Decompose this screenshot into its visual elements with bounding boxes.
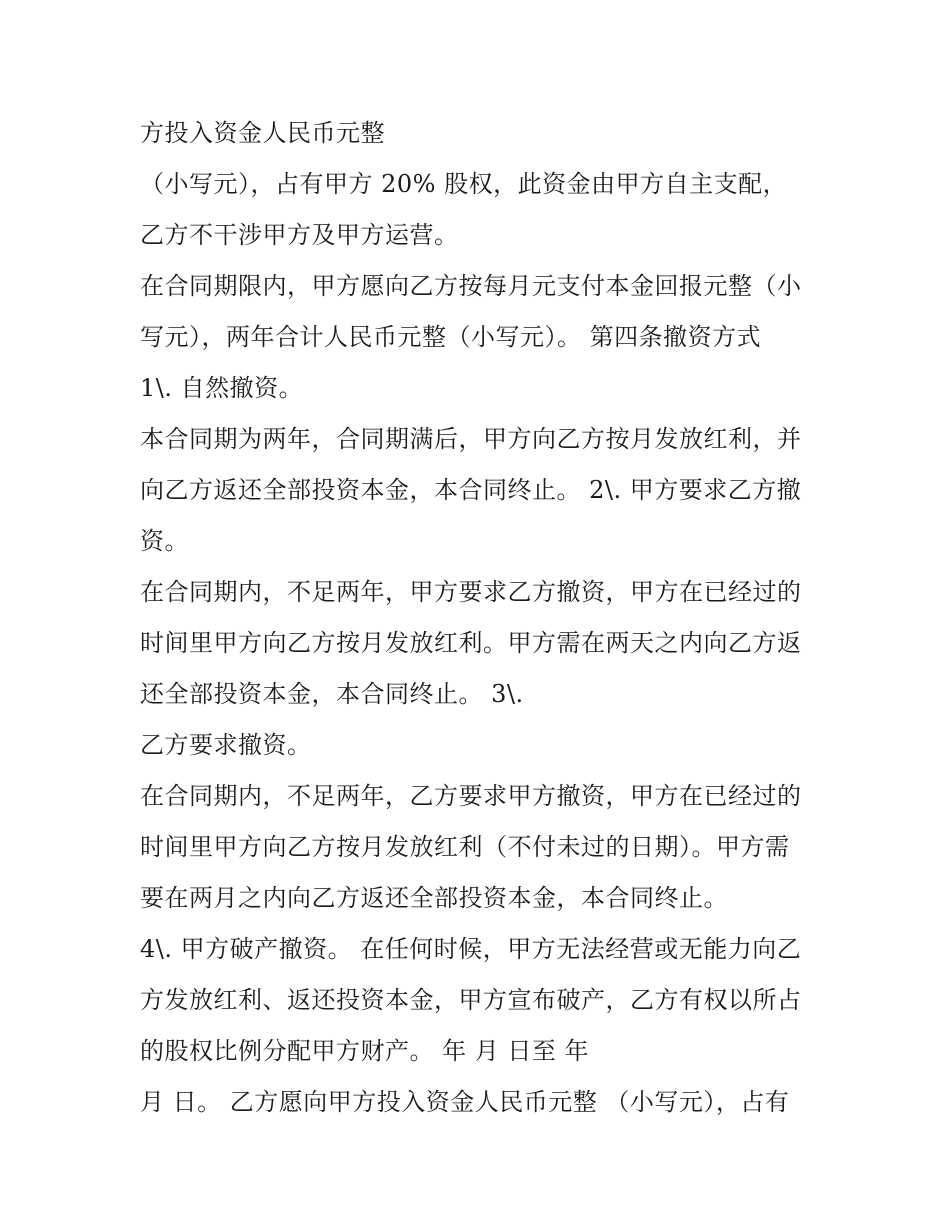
text-line: 4\. 甲方破产撤资。 在任何时候，甲方无法经营或无能力向乙 [140,935,802,963]
text-line: 1\. 自然撤资。 [140,374,304,402]
text-line: 时间里甲方向乙方按月发放红利（不付未过的日期）。甲方需 [140,833,790,861]
text-line: 在合同期内，不足两年，乙方要求甲方撤资，甲方在已经过的 [140,782,802,810]
text-line: 资。 [140,527,189,555]
text-line: 乙方不干涉甲方及甲方运营。 [140,221,459,249]
text-line: 方投入资金人民币元整 [140,119,385,147]
text-line: 本合同期为两年，合同期满后，甲方向乙方按月发放红利，并 [140,425,802,453]
text-line: 写元），两年合计人民币元整（小写元）。 第四条撤资方式 [140,323,762,351]
text-line: 在合同期限内，甲方愿向乙方按每月元支付本金回报元整（小 [140,272,802,300]
text-line: 月 日。 乙方愿向甲方投入资金人民币元整 （小写元），占有 [140,1088,790,1116]
text-line: （小写元），占有甲方 20% 股权，此资金由甲方自主支配， [140,170,788,198]
text-line: 的股权比例分配甲方财产。 年 月 日至 年 [140,1037,590,1065]
text-line: 在合同期内，不足两年，甲方要求乙方撤资，甲方在已经过的 [140,578,802,606]
text-line: 乙方要求撤资。 [140,731,312,759]
text-line: 要在两月之内向乙方返还全部投资本金，本合同终止。 [140,884,728,912]
text-line: 时间里甲方向乙方按月发放红利。甲方需在两天之内向乙方返 [140,629,802,657]
contract-text-body [140,108,820,1128]
text-line: 方发放红利、返还投资本金，甲方宣布破产，乙方有权以所占 [140,986,802,1014]
text-line: 向乙方返还全部投资本金，本合同终止。 2\. 甲方要求乙方撤 [140,476,802,504]
text-line: 还全部投资本金，本合同终止。 3\. [140,680,524,708]
